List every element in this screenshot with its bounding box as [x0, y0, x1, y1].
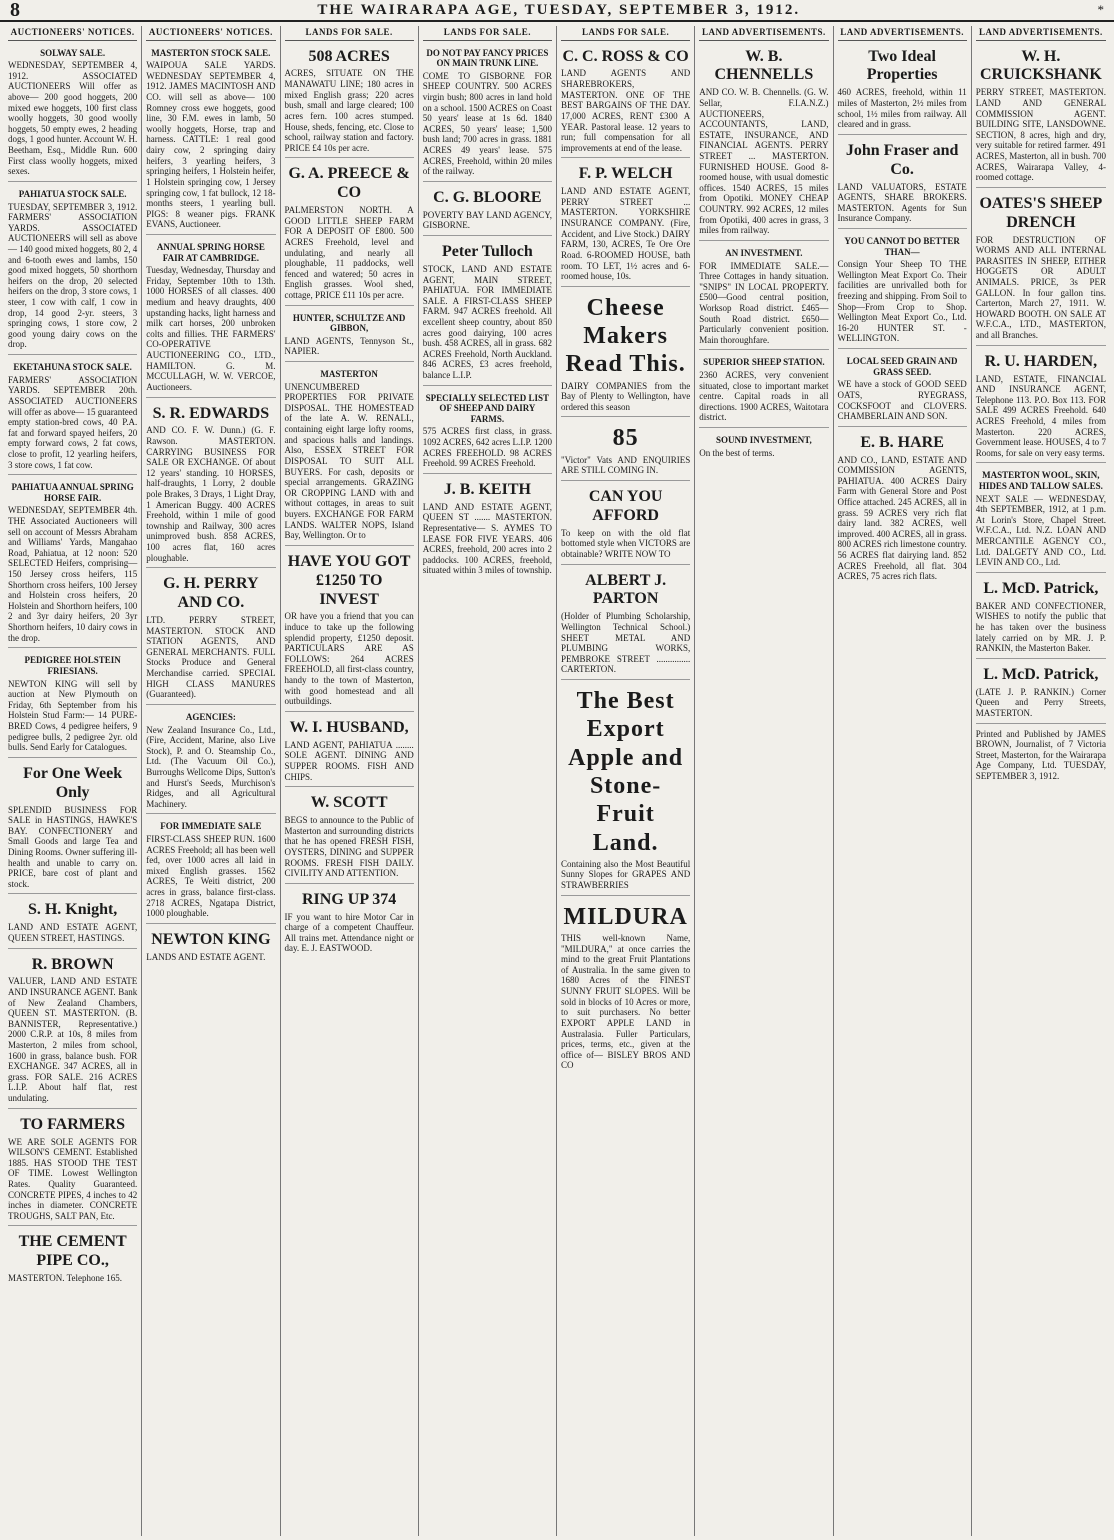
ad-heading: E. B. HARE: [860, 433, 944, 451]
ad-body: Containing also the Most Beautiful Sunny Slopes for GRAPES AND STRAWBERRIES: [561, 858, 691, 891]
advertisement: [561, 899, 690, 1075]
ad-body: ACRES, SITUATE ON THE MANAWATU LINE; 180 acres in mixed English grass; 220 acres bush, small and large cleared; 100 acres fern. 100 acres stumped. House, sheds, fencing, etc. Close to school, railway station and factory. PRICE £4 10s per acre.: [284, 68, 414, 153]
ad-heading: AN INVESTMENT.: [725, 247, 803, 258]
advertisement: [285, 549, 414, 712]
ad-heading: Peter Tulloch: [441, 243, 533, 261]
ad-body: DAIRY COMPANIES from the Bay of Plenty to Wellington, have ordered this season: [561, 380, 691, 412]
ad-heading: J. B. KEITH: [443, 480, 531, 498]
ad-heading: HUNTER, SCHULTZE AND GIBBON,: [292, 312, 406, 334]
ad-heading: S. R. EDWARDS: [152, 404, 270, 422]
advertisement: [838, 430, 967, 586]
advertisement: [976, 191, 1106, 346]
ad-body: LAND AGENTS AND SHAREBROKERS, MASTERTON. ONE OF THE BEST BARGAINS OF THE DAY. 17,000 ACRES, RENT £300 A YEAR. Pastoral lease. 12 years to run; full compensation for all improvements at end of the lease.: [561, 68, 691, 153]
advertisement: [8, 897, 137, 948]
ad-body: SPLENDID BUSINESS FOR SALE in HASTINGS, HAWKE'S BAY. CONFECTIONERY and Small Goods and large Tea and Dining Rooms. Owner suffering ill-health and unable to carry on. PRICE, bare cost of plant and stock.: [8, 804, 138, 889]
ad-heading: F. P. WELCH: [578, 165, 673, 183]
ad-heading: PAHIATUA STOCK SALE.: [18, 188, 127, 199]
advertisement: [8, 358, 137, 475]
column-header: AUCTIONEERS' NOTICES.: [146, 26, 275, 41]
ad-body: To keep on with the old flat bottomed style when VICTORS are obtainable? WRITE NOW TO: [561, 527, 691, 559]
ad-body: LAND AGENTS, Tennyson St., NAPIER.: [284, 335, 414, 357]
ad-body: AND CO., LAND, ESTATE AND COMMISSION AGENTS, PAHIATUA. 400 ACRES Dairy Farm with General Store and Post Office attached. 245 ACRES, all in grass. 59 ACRES very rich flat dairy land. 382 ACRES, well improved. 400 ACRES, all in grass. 800 ACRES rich limestone country. 56 ACRES flat dairying land. 852 ACRES Freehold, all flat. 304 ACRES, 75 acres rich flats.: [837, 454, 967, 582]
advertisement: [423, 239, 552, 386]
corner-mark: *: [1097, 2, 1104, 17]
advertisement: [976, 576, 1106, 659]
advertisement: [146, 44, 275, 235]
ad-body: NEWTON KING will sell by auction at New Plymouth on Friday, 6th September from his Holstein Stud Farm:— 14 PURE-BRED Cows, 4 pedigree heifers, 9 pedigree bulls, 2 pedigree 2yr. old bulls. Send Early for Catalogues.: [8, 678, 138, 753]
ad-body: LTD. PERRY STREET, MASTERTON. STOCK AND STATION AGENTS, AND GENERAL MERCHANTS. FULL Stocks Produce and General Merchandise carried. SPECIAL HIGH CLASS MANURES (Guaranteed).: [146, 615, 276, 700]
page-number: 8: [10, 0, 20, 21]
column-3: [281, 26, 419, 1536]
column-2: [142, 26, 280, 1536]
ad-heading: G. A. PREECE & CO: [288, 165, 410, 202]
ad-heading: 85: [612, 425, 639, 452]
ad-heading: THE CEMENT PIPE CO.,: [18, 1233, 127, 1270]
ad-body: AND CO. W. B. Chennells. (G. W. Sellar, F.I.A.N.Z.) AUCTIONEERS, ACCOUNTANTS, LAND, ESTATE, INSURANCE, AND FINANCIAL AGENTS. PERRY STREET ... MASTERTON. FURNISHED HOUSE. Good 8-roomed house, with usual domestic offices. 1540 ACRES, 15 miles from Opotiki. MONEY CHEAP COUNTRY. 992 ACRES, 12 miles from Opotiki, 400 acres in grass, 3 miles from railway.: [699, 87, 829, 236]
ad-body: LAND AGENT, PAHIATUA ........ SOLE AGENT. DINING AND SUPPER ROOMS. FISH AND CHIPS.: [284, 739, 414, 782]
ad-body: LAND AND ESTATE AGENT, QUEEN ST ....... MASTERTON. Representative— S. AYMES TO LEASE FOR FIVE YEARS. 406 ACRES, freehold, 200 acres into 2 paddocks. 100 ACRES, freehold, situated within 3 miles of township.: [422, 501, 552, 576]
ad-body: WEDNESDAY, SEPTEMBER 4, 1912. ASSOCIATED AUCTIONEERS Will offer as above— 200 good hoggets, 200 mixed ewe hoggets, 100 first class woolly hoggets, 30 good woolly hoggets, 50 empty ewes, 2 heading dogs, 1 good hunter. Account W. H. Beetham, Esq., Middle Run. 600 First class woolly hoggets, mixed sexes.: [8, 60, 138, 177]
advertisement: [146, 571, 275, 705]
advertisement: [699, 44, 828, 241]
column-header: LANDS FOR SALE.: [285, 26, 414, 41]
ad-body: LAND AND ESTATE AGENT, QUEEN STREET, HASTINGS.: [8, 922, 138, 943]
advertisement: [423, 389, 552, 474]
masthead: [0, 0, 1114, 22]
advertisement: [8, 761, 137, 895]
ad-heading: LOCAL SEED GRAIN AND GRASS SEED.: [846, 356, 958, 377]
ad-heading: 508 ACRES: [308, 47, 390, 65]
ad-heading: G. H. PERRY AND CO.: [163, 575, 259, 612]
ad-heading: W. I. HUSBAND,: [289, 718, 409, 736]
ad-heading: SUPERIOR SHEEP STATION.: [703, 357, 825, 368]
advertisement: [146, 927, 275, 966]
ad-heading: W. B. CHENNELLS: [714, 47, 814, 84]
ad-heading: TO FARMERS: [20, 1115, 125, 1133]
ad-body: 2360 ACRES, very convenient situated, close to important market centre. Capital roads in all directions. 1900 ACRES, Waitotara district.: [699, 369, 829, 423]
advertisement: [561, 683, 690, 896]
advertisement: [561, 161, 690, 286]
ad-heading: OATES'S SHEEP DRENCH: [979, 194, 1103, 231]
column-8: [972, 26, 1110, 1536]
advertisement: [561, 44, 690, 159]
ad-heading: PEDIGREE HOLSTEIN FRIESIANS.: [24, 655, 121, 676]
ad-body: Consign Your Sheep TO THE Wellington Meat Export Co. Their facilities are unrivalled both for freezing and shipping. From Soil to Shop—From Crop to Shop. Wellington Meat Export Co., Ltd. 16-20 HUNTER ST. - WELLINGTON.: [837, 259, 967, 344]
ad-body: BEGS to announce to the Public of Masterton and surrounding districts that he has opened FRESH FISH, OYSTERS, DINING and SUPPER ROOMS. FRESH FISH DAILY. CIVILITY AND ATTENTION.: [284, 815, 414, 879]
advertisement: [561, 290, 690, 418]
column-header: AUCTIONEERS' NOTICES.: [8, 26, 137, 41]
advertisement: [146, 708, 275, 814]
ad-body: (Holder of Plumbing Scholarship, Wellington Technical School.) SHEET METAL AND PLUMBING WORKS, PEMBROKE STREET ............... CARTERTON.: [561, 611, 691, 675]
ad-heading: SOLWAY SALE.: [40, 47, 106, 58]
column-header: LANDS FOR SALE.: [561, 26, 690, 41]
advertisement: [146, 817, 275, 923]
column-header: LAND ADVERTISEMENTS.: [699, 26, 828, 41]
ad-body: STOCK, LAND AND ESTATE AGENT, MAIN STREET, PAHIATUA. FOR IMMEDIATE SALE. A FIRST-CLASS SHEEP FARM. 947 ACRES freehold. All excellent sheep country, about 850 acres good dairying, 100 acres bush. 458 ACRES, all in grass. 682 ACRES Freehold, North Auckland. 846 ACRES, £3 acres freehold, balance L.I.P.: [422, 263, 552, 380]
advertisement: [8, 1112, 137, 1227]
ad-body: FIRST-CLASS SHEEP RUN. 1600 ACRES Freehold; all has been well fed, over 1000 acres all laid in mixed English grasses. 1562 ACRES, Te Weiti district, 200 acres in grass, balance first-class. 2718 ACRES, Ngatapa District, 1000 ploughable.: [146, 834, 276, 919]
ad-heading: NEWTON KING: [151, 930, 271, 948]
page-columns: [4, 26, 1110, 1536]
ad-body: COME TO GISBORNE FOR SHEEP COUNTRY. 500 ACRES virgin bush; 800 acres in land hold on a school. 1500 ACRES on Coast 50 years' lease at 1s 6d. 1840 ACRES, 50 years' lease; 1,500 bush land; 700 acres in grass. 1881 ACRES 49 years' lease. 575 ACRES, Freehold, within 20 miles of the railway.: [422, 70, 552, 177]
ad-body: WEDNESDAY, SEPTEMBER 4th. THE Associated Auctioneers will sell on account of Messrs Abraham and Williams' Yards, Mangahao Road, Pahiatua, at 12 noon: 520 SELECTED Heifers, comprising— 150 Jersey cross heifers, 115 Shorthorn cross heifers, 100 Jersey and Holstein cross heifers, 20 Holstein and Shorthorn heifers, 100 2 and 3yr dairy heifers, 20 3yr Shorthorn heifers, 10 dairy cows in the drop.: [8, 505, 138, 643]
ad-body: New Zealand Insurance Co., Ltd., (Fire, Accident, Marine, also Live Stock), P. and O. Steamship Co., Ltd. (The Vacuum Oil Co.), Burroughs Wellcome Dips, Sutton's and Hurst's Seeds, Murchison's Ridges, and all Agricultural Machinery.: [146, 724, 276, 809]
advertisement: [8, 1229, 137, 1287]
column-1: [4, 26, 142, 1536]
ad-body: NEXT SALE — WEDNESDAY, 4th SEPTEMBER, 1912, at 1 p.m. At Lorin's Store, Chapel Street. W.F.C.A., Ltd. N.Z. LOAN AND MERCANTILE AGENCY CO., Ltd. DALGETY AND CO., Ltd. LEVIN AND CO., Ltd.: [975, 493, 1106, 568]
ad-heading: MASTERTON: [320, 369, 378, 380]
ad-heading: DO NOT PAY FANCY PRICES ON MAIN TRUNK LINE.: [426, 47, 549, 69]
ad-heading: PAHIATUA ANNUAL SPRING HORSE FAIR.: [11, 482, 134, 503]
advertisement: [423, 44, 552, 182]
advertisement: [146, 238, 275, 398]
ad-body: WE ARE SOLE AGENTS FOR WILSON'S CEMENT. Established 1885. HAS STOOD THE TEST OF TIME. Lowest Wellington Rates. Quality Guaranteed. CONCRETE PIPES, 4 inches to 42 inches in diameter. CONCRETE TROUGHS, SALT PAN, Etc.: [8, 1136, 138, 1221]
ad-heading: John Fraser and Co.: [845, 141, 959, 178]
ad-body: On the best of terms.: [699, 447, 775, 458]
advertisement: [285, 790, 414, 884]
column-5: [557, 26, 695, 1536]
advertisement: [561, 484, 690, 565]
ad-heading: ANNUAL SPRING HORSE FAIR AT CAMBRIDGE.: [156, 241, 265, 263]
newspaper-title: THE WAIRARAPA AGE, TUESDAY, SEPTEMBER 3, 1912.: [317, 1, 801, 18]
ad-body: FOR DESTRUCTION OF WORMS AND ALL INTERNAL PARASITES IN SHEEP, EITHER HOGGETS OR ADULT ANIMALS. PRICE, 3s PER GALLON. In four gallon tins. Carterton, March 27, 1911. W. HOWARD BOOTH. ON SALE AT W.F.C.A., LTD., MASTERTON, and all Branches.: [975, 234, 1106, 341]
ad-body: UNENCUMBERED PROPERTIES FOR PRIVATE DISPOSAL. THE HOMESTEAD of the late A. W. RENALL, containing eight large lofty rooms, and spacious halls and landings. Also, ESSEX STREET FOR DISPOSAL TO SUIT ALL BUYERS. For cash, deposits or special arrangements. GRAZING OR CROPPING LAND with and without cottages, in areas to suit buyers. EXCHANGE FOR FARM LANDS. WALTER NOPS, Island Bay, Wellington. Or to: [284, 381, 414, 541]
advertisement: [285, 309, 414, 362]
ad-heading: EKETAHUNA STOCK SALE.: [13, 362, 132, 373]
ad-heading: FOR IMMEDIATE SALE: [160, 821, 262, 832]
advertisement: [8, 478, 137, 648]
ad-heading: L. McD. Patrick,: [983, 579, 1099, 597]
advertisement: [838, 138, 967, 229]
ad-body: 460 ACRES, freehold, within 11 miles of Masterton, 2½ miles from school, 1½ miles from railway. All cleared and in grass.: [837, 87, 967, 130]
advertisement: [976, 466, 1106, 572]
ad-body: Tuesday, Wednesday, Thursday and Friday, September 10th to 13th. 1000 HORSES of all classes. 400 medium and heavy draughts, 400 upstanding hacks, light harness and milk cart horses, 200 unbroken colts and fillies. THE FARMERS' CO-OPERATIVE AUCTIONEERING CO., LTD., HAMILTON. G. M. MCCULLAGH, W. W. VERCOE, Auctioneers.: [146, 265, 276, 392]
ad-heading: Two Ideal Properties: [866, 47, 938, 84]
ad-heading: SPECIALLY SELECTED LIST OF SHEEP AND DAIRY FARMS.: [425, 392, 550, 424]
ad-heading: The Best Export Apple and Stone-Fruit Land.: [568, 688, 684, 856]
advertisement: [976, 349, 1106, 464]
column-6: [695, 26, 833, 1536]
ad-heading: SOUND INVESTMENT,: [715, 435, 812, 446]
ad-body: MASTERTON. Telephone 165.: [8, 1273, 122, 1284]
ad-body: FOR IMMEDIATE SALE.— Three Cottages in handy situation. "SNIPS" IN LOCAL PROPERTY. £500—Good central position, Worksop Road district. £465—South Road district. £650—Particularly convenient position. Main thoroughfare.: [699, 260, 829, 345]
ad-heading: C. C. ROSS & CO: [562, 47, 689, 65]
advertisement: [285, 161, 414, 305]
advertisement: [146, 401, 275, 569]
advertisement: [285, 715, 414, 787]
ad-heading: L. McD. Patrick,: [983, 665, 1099, 683]
column-header: LAND ADVERTISEMENTS.: [838, 26, 967, 41]
ad-body: THIS well-known Name, "MILDURA," at once carries the mind to the great Fruit Plantations of Australia. In the same given to 1680 Acres of the FINEST SUNNY FRUIT SLOPES. Will be sold in blocks of 10 Acres or more, to suit purchasers. No better EXPORT APPLE LAND in Australasia. Fuller Particulars, prices, terms, etc., given at the office of— BISLEY BROS AND CO: [561, 933, 691, 1071]
ad-body: LAND, ESTATE, FINANCIAL AND INSURANCE AGENT, Telephone 113. P.O. Box 113. FOR SALE 499 ACRES Freehold. 640 ACRES Freehold, 4 miles from Masterton. 220 ACRES, Government lease. HOUSES, 4 to 7 Rooms, for sale on very easy terms.: [975, 373, 1106, 458]
ad-body: POVERTY BAY LAND AGENCY, GISBORNE.: [422, 209, 552, 231]
ad-heading: W. H. CRUICKSHANK: [979, 47, 1102, 84]
advertisement: [8, 952, 137, 1109]
advertisement: [976, 662, 1106, 724]
ad-body: AND CO. F. W. Dunn.) (G. F. Rawson. MASTERTON. CARRYING BUSINESS FOR SALE OR EXCHANGE. Of about 12 years' standing. 10 HORSES, half-draughts, 1 Lorry, 2 double pole Brakes, 3 Drays, 1 Light Dray, 1 American Buggy. 400 ACRES Freehold, within 1 mile of good township and Railway, 300 acres unimproved bush. 858 ACRES, 100 acres flat, 160 acres ploughable.: [146, 425, 276, 563]
ad-heading: CAN YOU AFFORD: [588, 488, 663, 524]
ad-body: Printed and Published by JAMES BROWN, Journalist, of 7 Victoria Street, Masterton, for the Wairarapa Age Company, Ltd. TUESDAY, SEPTEMBER 3, 1912.: [975, 728, 1106, 781]
advertisement: [561, 420, 690, 481]
advertisement: [976, 44, 1106, 188]
ad-body: WAIPOUA SALE YARDS. WEDNESDAY SEPTEMBER 4, 1912. JAMES MACINTOSH AND CO. will sell as above— 100 Romney cross ewe hoggets, good line, 30 F.M. ewes in lamb, 50 woolly hoggets, Horse, trap and harness. CATTLE: 1 real good dairy cow, 2 springing dairy heifers, 3 yearling heifers, 3 springing heifers, 1 Holstein heifer, 1 Holstein springing cow, 1 Jersey springing cow, 1 fat bullock, 12 18-months steers, 1 yearling bull. PIGS: 8 weaner pigs. FRANK EVANS, Auctioneer.: [146, 60, 276, 230]
ad-body: VALUER, LAND AND ESTATE AND INSURANCE AGENT. Bank of New Zealand Chambers, QUEEN ST. MASTERTON. (B. BANNISTER, Representative.) 2000 C.R.P. at 10s, 8 miles from Masterton, 2 miles from school, 1600 in grass, balance bush. FOR EXCHANGE. 347 ACRES, all in grass. FOR SALE. 216 ACRES L.I.P. About half flat, rest undulating.: [8, 976, 138, 1104]
advertisement: [285, 44, 414, 159]
advertisement: [8, 44, 137, 182]
ad-heading: R. BROWN: [31, 955, 114, 973]
advertisement: [838, 352, 967, 427]
advertisement: [423, 185, 552, 236]
ad-heading: RING UP 374: [302, 890, 397, 908]
column-header: LAND ADVERTISEMENTS.: [976, 26, 1106, 41]
advertisement: [8, 185, 137, 355]
ad-body: LAND VALUATORS, ESTATE AGENTS, SHARE BROKERS. MASTERTON. Agents for Sun Insurance Company.: [837, 181, 967, 224]
ad-heading: YOU CANNOT DO BETTER THAN—: [844, 235, 960, 257]
ad-heading: Cheese Makers Read This.: [565, 294, 686, 378]
ad-body: OR have you a friend that you can induce to take up the following splendid property, £1250 deposit. PARTICULARS ARE AS FOLLOWS: 264 ACRES FREEHOLD, all first-class country, handy to the town of Masterton, with good homestead and all outbuildings.: [284, 611, 414, 707]
ad-body: TUESDAY, SEPTEMBER 3, 1912. FARMERS' ASSOCIATION YARDS. ASSOCIATED AUCTIONEERS will sell as above— 140 good mixed hoggets, 80 2, 4 and 6-tooth ewes and lambs, 150 good mixed hoggets, 50 shorthorn heifers on the drop, 20 selected heifers on the drop, 3 store cows, 1 steer, 1 cow with calf, 1 cow in drop, 14 good 2-yr. steers, 3 springing cows, 1 store cow, 2 good young dairy cows on the drop.: [8, 201, 138, 350]
ad-body: 575 ACRES first class, in grass. 1092 ACRES, 642 acres L.I.P. 1200 ACRES FREEHOLD. 98 ACRES Freehold. 99 ACRES Freehold.: [422, 426, 552, 469]
advertisement: [423, 477, 552, 580]
ad-heading: HAVE YOU GOT £1250 TO INVEST: [287, 552, 411, 608]
ad-heading: ALBERT J. PARTON: [585, 571, 667, 608]
advertisement: [976, 727, 1106, 786]
ad-heading: MASTERTON STOCK SALE.: [151, 47, 271, 58]
ad-heading: AGENCIES:: [185, 711, 236, 722]
ad-body: PERRY STREET, MASTERTON. LAND AND GENERAL COMMISSION AGENT. BUILDING SITE, LANSDOWNE. SECTION, 8 acres, high and dry, very suitable for retired farmer. 491 ACRES, Masterton, all in bush. 700 ACRES, Wairarapa Valley, 4-roomed cottage.: [975, 87, 1106, 183]
advertisement: [699, 431, 828, 462]
ad-heading: MASTERTON WOOL, SKIN, HIDES AND TALLOW SALES.: [978, 470, 1103, 492]
ad-heading: R. U. HARDEN,: [984, 352, 1098, 370]
advertisement: [8, 651, 137, 757]
column-header: LANDS FOR SALE.: [423, 26, 552, 41]
ad-heading: MILDURA: [563, 903, 688, 930]
advertisement: [838, 232, 967, 349]
ad-body: WE have a stock of GOOD SEED OATS, RYEGRASS, COCKSFOOT and CLOVERS. CHAMBERLAIN AND SON.: [837, 379, 967, 422]
ad-body: (LATE J. P. RANKIN.) Corner Queen and Perry Streets, MASTERTON.: [975, 686, 1106, 718]
ad-body: BAKER AND CONFECTIONER, WISHES to notify the public that he has taken over the business lately carried on by MR. J. P. RANKIN, the Masterton Baker.: [975, 600, 1106, 654]
ad-body: PALMERSTON NORTH. A GOOD LITTLE SHEEP FARM FOR A DEPOSIT OF £800. 500 ACRES Freehold, level and undulating, and nearly all ploughable, 11 paddocks, well fenced and watered; 50 acres in English grasses. Wool shed, cottage, PRICE £11 10s per acre.: [284, 205, 414, 300]
column-7: [834, 26, 972, 1536]
advertisement: [285, 887, 414, 958]
advertisement: [561, 568, 690, 680]
ad-body: LANDS AND ESTATE AGENT.: [146, 951, 266, 962]
ad-body: FARMERS' ASSOCIATION YARDS. SEPTEMBER 20th. ASSOCIATED AUCTIONEERS will offer as above— 15 guaranteed empty station-bred cows, 40 P.A. fat and forward spayed heifers, 20 empty forward cows, 2 fat cows, close to profit, 12 yearling heifers, 3 store cows, 1 fat cow.: [8, 374, 138, 470]
ad-body: LAND AND ESTATE AGENT, PERRY STREET ... MASTERTON. YORKSHIRE INSURANCE COMPANY. (Fire, Accident, and Live Stock.) DAIRY FARM, 130, ACRES, Te Ore Ore Road. 6-ROOMED HOUSE, bath room. TO LET, 1½ acres and 6-roomed house, 10s.: [561, 186, 691, 282]
ad-heading: For One Week Only: [23, 764, 123, 801]
ad-heading: S. H. Knight,: [27, 901, 118, 919]
ad-heading: W. SCOTT: [310, 794, 388, 812]
ad-body: "Victor" Vats AND ENQUIRIES ARE STILL COMING IN.: [561, 454, 691, 476]
advertisement: [838, 44, 967, 135]
ad-body: IF you want to hire Motor Car in charge of a competent Chauffeur. All trains met. Attendance night or day. E. J. EASTWOOD.: [284, 911, 414, 954]
ad-heading: C. G. BLOORE: [433, 188, 542, 206]
column-4: [419, 26, 557, 1536]
advertisement: [285, 365, 414, 546]
advertisement: [699, 353, 828, 428]
advertisement: [699, 244, 828, 350]
